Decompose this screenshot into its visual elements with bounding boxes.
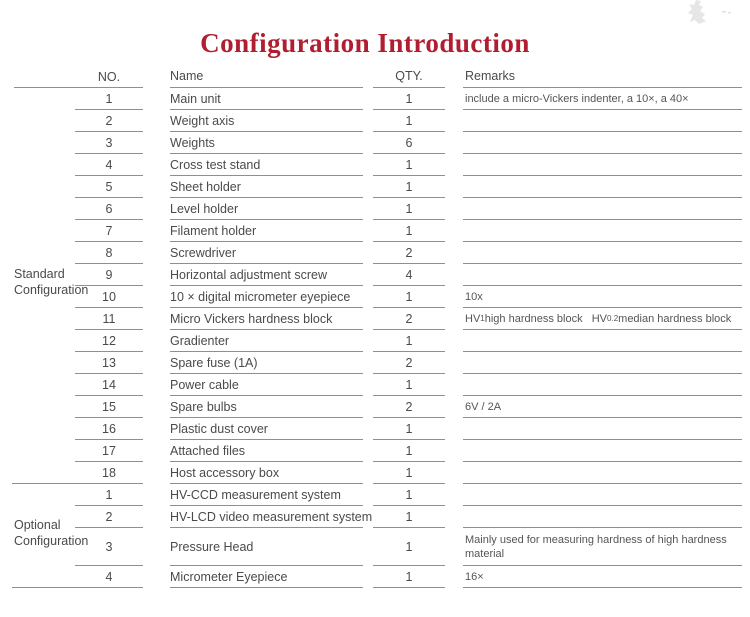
section-optional-configuration [12, 484, 742, 588]
cell-name: Main unit [170, 88, 363, 110]
cell-no: 18 [75, 462, 143, 484]
table-row [12, 308, 742, 330]
cell-no: 11 [75, 308, 143, 330]
cell-remarks [463, 374, 742, 396]
cell-no: 5 [75, 176, 143, 198]
table-row [12, 484, 742, 506]
cell-no: 1 [75, 484, 143, 506]
table-row [12, 264, 742, 286]
table-row [12, 88, 742, 110]
table-header-row [12, 62, 742, 88]
table-row [12, 396, 742, 418]
cell-remarks: HV 1 high hardness block HV 0.2 median hardness block [463, 308, 742, 330]
cell-name: Horizontal adjustment screw [170, 264, 363, 286]
cell-remarks [463, 220, 742, 242]
cell-no: 2 [75, 506, 143, 528]
cell-no: 3 [75, 528, 143, 566]
table-row [12, 110, 742, 132]
cell-qty: 1 [373, 566, 445, 588]
cell-remarks [463, 418, 742, 440]
table-row [12, 198, 742, 220]
cell-no: 4 [75, 566, 143, 588]
cell-qty: 1 [373, 484, 445, 506]
table-row [12, 506, 742, 528]
cell-no: 15 [75, 396, 143, 418]
cell-name: Weight axis [170, 110, 363, 132]
cell-qty: 1 [373, 528, 445, 566]
table-row [12, 418, 742, 440]
cell-remarks [463, 198, 742, 220]
cell-no: 14 [75, 374, 143, 396]
cell-remarks [463, 440, 742, 462]
cell-name: HV-LCD video measurement system [170, 506, 363, 528]
section-standard-configuration [12, 88, 742, 484]
cell-qty: 6 [373, 132, 445, 154]
cell-qty: 1 [373, 154, 445, 176]
cell-name: Sheet holder [170, 176, 363, 198]
section-label-standard: Standard Configuration [14, 267, 89, 297]
cell-no: 1 [75, 88, 143, 110]
table-row [12, 566, 742, 588]
cell-qty: 2 [373, 242, 445, 264]
table-row [12, 154, 742, 176]
cell-no: 10 [75, 286, 143, 308]
cell-name: Micrometer Eyepiece [170, 566, 363, 588]
cell-name: Spare bulbs [170, 396, 363, 418]
section-rows [12, 88, 742, 484]
configuration-table [12, 62, 742, 588]
cell-remarks [463, 462, 742, 484]
cell-no: 6 [75, 198, 143, 220]
cell-remarks: 16× [463, 566, 742, 588]
cell-remarks: 10x [463, 286, 742, 308]
cell-name: 10 × digital micrometer eyepiece [170, 286, 363, 308]
table-row [12, 330, 742, 352]
cell-qty: 1 [373, 440, 445, 462]
table-row [12, 220, 742, 242]
cell-name: Gradienter [170, 330, 363, 352]
cell-name: Weights [170, 132, 363, 154]
cell-remarks [463, 484, 742, 506]
cell-name: Level holder [170, 198, 363, 220]
table-bottom-line [12, 587, 143, 588]
cell-no: 13 [75, 352, 143, 374]
column-header-name: Name [170, 62, 363, 88]
table-row [12, 462, 742, 484]
cell-qty: 1 [373, 330, 445, 352]
cell-qty: 1 [373, 198, 445, 220]
cell-name: Spare fuse (1A) [170, 352, 363, 374]
cell-no: 2 [75, 110, 143, 132]
cell-no: 12 [75, 330, 143, 352]
cell-name: Power cable [170, 374, 363, 396]
cell-qty: 1 [373, 220, 445, 242]
cell-remarks: 6V / 2A [463, 396, 742, 418]
cell-name: Attached files [170, 440, 363, 462]
cell-remarks: Mainly used for measuring hardness of high hardness material [463, 528, 742, 566]
cell-remarks [463, 330, 742, 352]
page-title: Configuration Introduction [200, 28, 530, 59]
cell-no: 9 [75, 264, 143, 286]
cell-name: Plastic dust cover [170, 418, 363, 440]
cell-no: 3 [75, 132, 143, 154]
cell-no: 17 [75, 440, 143, 462]
cell-name: Screwdriver [170, 242, 363, 264]
cell-name: Filament holder [170, 220, 363, 242]
table-row [12, 176, 742, 198]
cell-remarks [463, 154, 742, 176]
column-header-no: NO. [97, 70, 121, 84]
watermark-logo [686, 0, 732, 34]
cell-no: 7 [75, 220, 143, 242]
cell-qty: 1 [373, 110, 445, 132]
cell-qty: 4 [373, 264, 445, 286]
cell-remarks [463, 132, 742, 154]
cell-remarks: include a micro-Vickers indenter, a 10×, a 40× [463, 88, 742, 110]
cell-qty: 2 [373, 308, 445, 330]
section-label-optional: Optional Configuration [14, 518, 89, 548]
cell-qty: 1 [373, 506, 445, 528]
cell-qty: 1 [373, 462, 445, 484]
table-row [12, 528, 742, 566]
section-rows [12, 484, 742, 588]
table-row [12, 440, 742, 462]
cell-name: HV-CCD measurement system [170, 484, 363, 506]
cell-name: Pressure Head [170, 528, 363, 566]
cell-qty: 1 [373, 88, 445, 110]
cell-remarks [463, 110, 742, 132]
table-row [12, 352, 742, 374]
cell-qty: 2 [373, 396, 445, 418]
cell-remarks [463, 176, 742, 198]
column-header-remarks: Remarks [463, 62, 742, 88]
cell-qty: 1 [373, 374, 445, 396]
table-row [12, 374, 742, 396]
table-row [12, 242, 742, 264]
cell-remarks [463, 352, 742, 374]
cell-name: Micro Vickers hardness block [170, 308, 363, 330]
cell-qty: 2 [373, 352, 445, 374]
cell-name: Host accessory box [170, 462, 363, 484]
cell-qty: 1 [373, 418, 445, 440]
table-row [12, 286, 742, 308]
cell-remarks [463, 264, 742, 286]
cell-remarks [463, 506, 742, 528]
cell-name: Cross test stand [170, 154, 363, 176]
cell-no: 8 [75, 242, 143, 264]
column-header-qty: QTY. [373, 62, 445, 88]
cell-no: 4 [75, 154, 143, 176]
cell-qty: 1 [373, 176, 445, 198]
cell-no: 16 [75, 418, 143, 440]
cell-qty: 1 [373, 286, 445, 308]
cell-remarks [463, 242, 742, 264]
table-row [12, 132, 742, 154]
